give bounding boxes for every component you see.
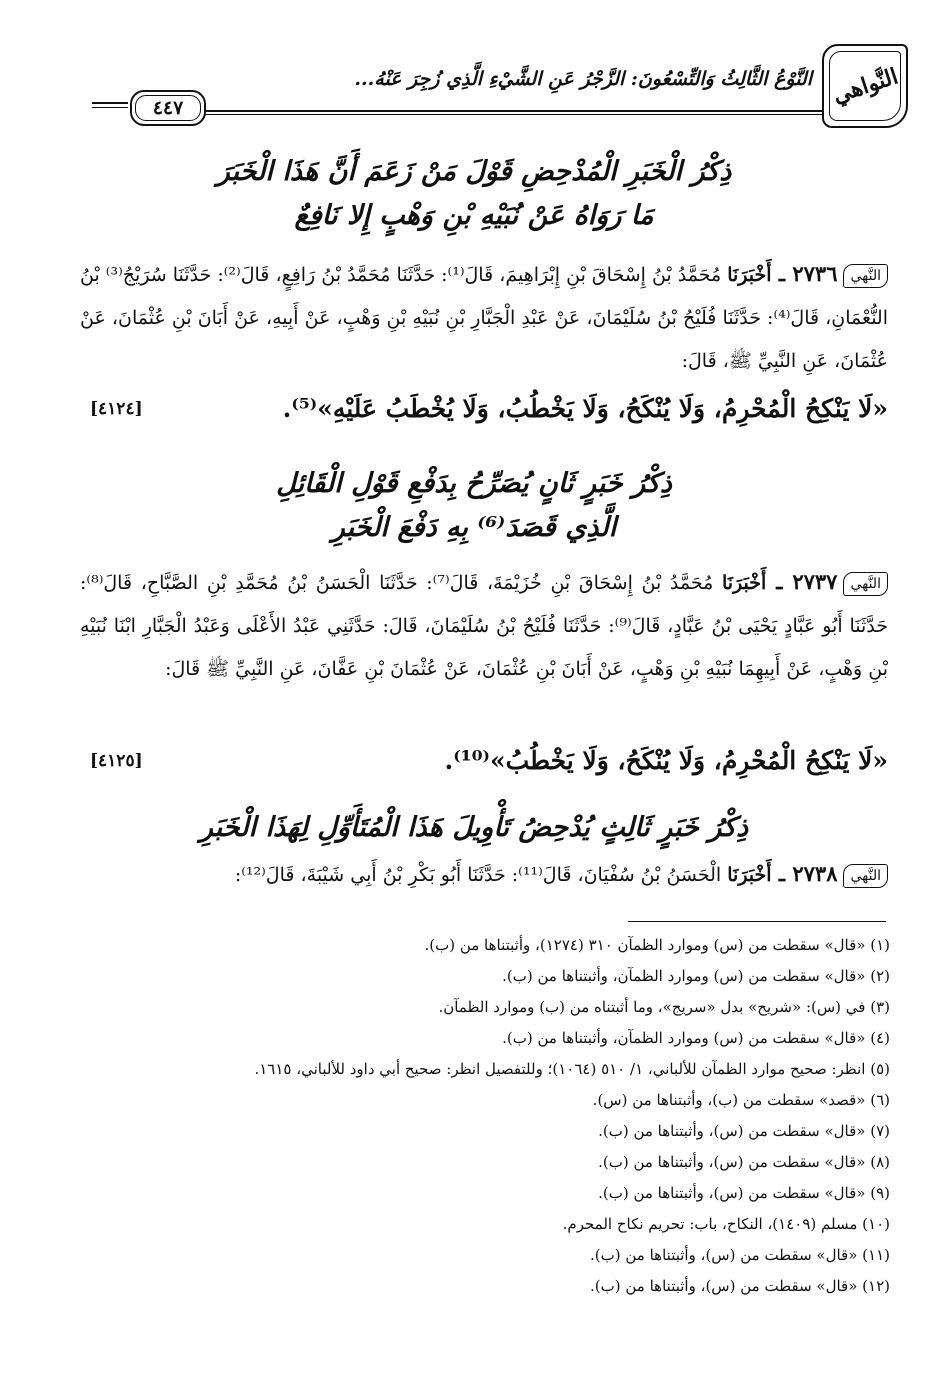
page-header: [92, 44, 908, 124]
isnad-line: نُبَيْهِ بْنِ وَهْبٍ، عَنْ أَبِيهِ، عَنْ أَبَانَ بْنِ عُثْمَانَ، عَنْ عُثْمَانَ، عَنِ النَّبِيِّ ﷺ، قَالَ:: [80, 307, 888, 372]
footnote: (٧) «قال» سقطت من (س)، وأثبتناها من (ب).: [598, 1122, 890, 1140]
header-rule: [200, 110, 822, 112]
isnad-line: مُحَمَّدُ بْنُ إِسْحَاقَ بْنِ إِبْرَاهِيمَ، قَالَ⁽¹⁾: حَدَّثَنَا مُحَمَّدُ بْنُ رَافِعٍ،: [275, 264, 722, 286]
hadith-ref: [٤١٢٥]: [90, 751, 143, 771]
isnad-line: عُثْمَانَ، عَنْ عُثْمَانَ بْنِ عَفَّانَ، عَنِ النَّبِيِّ ﷺ قَالَ:: [165, 658, 530, 680]
nahy-badge-icon: النَّهي: [843, 264, 888, 288]
footnote-separator: [628, 921, 886, 922]
header-rule: [92, 107, 128, 108]
akhbarana-word: أَخْبَرَنَا: [727, 864, 772, 886]
matn-text: «لَا يَنْكِحُ الْمُحْرِمُ، وَلَا يُنْكَحُ، وَلَا يَخْطُبُ»⁽¹⁰⁾.: [444, 746, 888, 775]
isnad-line: مُحَمَّدُ بْنُ إِسْحَاقَ بْنِ خُزَيْمَةَ، قَالَ⁽⁷⁾: حَدَّثَنَا الْحَسَنُ بْنُ مُحَمَّدِ بْنِ: [206, 572, 714, 594]
hadith-isnad: النَّهي٢٧٣٨ ـ أَخْبَرَنَا الْحَسَنُ بْنُ سُفْيَانَ، قَالَ⁽¹¹⁾: حَدَّثَنَا أَبُو بَكْرِ بْنُ أَبِي شَيْبَةَ، قَالَ⁽¹²⁾:: [80, 852, 888, 897]
footnote: (٣) في (س): «شريح» بدل «سريج»، وما أثبتناه من (ب) وموارد الظمآن.: [438, 998, 890, 1016]
running-title: النَّوْعُ الثَّالِثُ وَالتِّسْعُونَ: الزَّجْرُ عَنِ الشَّيْءِ الَّذِي زُجِرَ عَنْهُ...: [354, 68, 812, 90]
heading-line: الَّذِي قَصَدَ⁽⁶⁾ بِهِ دَفْعَ الْخَبَرِ: [331, 512, 617, 543]
isnad-line: قَالَ⁽²⁾: حَدَّثَنَا سُرَيْجُ⁽³⁾ بْنُ النُّعْمَانِ، قَالَ⁽⁴⁾: حَدَّثَنَا فُلَيْحُ بْنُ سُلَيْمَانَ، عَنْ عَبْدِ الْجَبَّارِ بْنِ: [80, 264, 888, 329]
footnote: (٢) «قال» سقطت من (س) وموارد الظمآن، وأثبتناها من (ب).: [502, 967, 890, 985]
hadith-number: ٢٧٣٧: [792, 569, 838, 594]
page-number-box: [130, 90, 206, 126]
akhbarana-word: أَخْبَرَنَا: [721, 572, 767, 594]
header-rule: [92, 102, 128, 104]
matn-text: «لَا يَنْكِحُ الْمُحْرِمُ، وَلَا يُنْكَحُ، وَلَا يَخْطُبُ، وَلَا يُخْطَبُ عَلَيْهِ»⁽⁵⁾.: [282, 394, 888, 423]
footnote: (٥) انظر: صحيح موارد الظمآن للألباني، ١/ ٥١٠ (١٠٦٤)؛ وللتفصيل انظر: صحيح أبي داود للألباني، ١٦١٥.: [254, 1060, 890, 1078]
section-heading: [70, 150, 878, 238]
hadith-isnad: النَّهي٢٧٣٧ ـ أَخْبَرَنَا مُحَمَّدُ بْنُ إِسْحَاقَ بْنِ خُزَيْمَةَ، قَالَ⁽⁷⁾: حَدَّثَنَا الْحَسَنُ بْنُ مُحَمَّدِ بْنِ الصَّبَّاحِ، قَالَ⁽⁸⁾: حَدَّثَنَا أَبُو عَبَّادٍ يَحْيَى بْنُ عَبَّادٍ، قَالَ⁽⁹⁾: حَدَّثَنَا فُلَيْحُ بْنُ سُلَيْمَانَ، قَالَ: حَدَّثَنِي عَبْدُ الأَعْلَى وَعَبْدُ الْجَبَّارِ ابْنَا نُبَيْهِ بْنِ وَهْبٍ، عَنْ أَبِيهِمَا نُبَيْهِ بْنِ وَهْبٍ، عَنْ أَبَانَ بْنِ عُثْمَانَ، عَنْ عُثْمَانَ بْنِ عَفَّانَ، عَنِ النَّبِيِّ ﷺ قَالَ:: [80, 569, 888, 680]
heading-line: ذِكْرُ خَبَرٍ ثَالِثٍ يُدْحِضُ تَأْوِيلَ هَذَا الْمُتَأَوِّلِ لِهَذَا الْخَبَرِ: [199, 812, 749, 843]
isnad-line: حَدَّثَنِي عَبْدُ الأَعْلَى وَعَبْدُ الْجَبَّارِ ابْنَا نُبَيْهِ بْنِ وَهْبٍ، عَنْ أَبِيهِمَا نُبَيْهِ بْنِ وَهْبٍ، عَنْ أَبَانَ بْنِ: [80, 615, 888, 680]
header-rule: [200, 114, 822, 115]
nahy-badge-icon: النَّهي: [843, 572, 888, 596]
isnad-line: الْحَسَنُ بْنُ سُفْيَانَ، قَالَ⁽¹¹⁾: حَدَّثَنَا أَبُو بَكْرِ بْنُ أَبِي شَيْبَةَ، قَالَ⁽¹²⁾:: [234, 864, 722, 886]
heading-line: ذِكْرُ الْخَبَرِ الْمُدْحِضِ قَوْلَ مَنْ زَعَمَ أَنَّ هَذَا الْخَبَرَ: [216, 156, 732, 187]
footnote: (٨) «قال» سقطت من (س)، وأثبتناها من (ب).: [598, 1153, 890, 1171]
hadith-isnad: النَّهي٢٧٣٦ ـ أَخْبَرَنَا مُحَمَّدُ بْنُ إِسْحَاقَ بْنِ إِبْرَاهِيمَ، قَالَ⁽¹⁾: حَدَّثَنَا مُحَمَّدُ بْنُ رَافِعٍ، قَالَ⁽²⁾: حَدَّثَنَا سُرَيْجُ⁽³⁾ بْنُ النُّعْمَانِ، قَالَ⁽⁴⁾: حَدَّثَنَا فُلَيْحُ بْنُ سُلَيْمَانَ، عَنْ عَبْدِ الْجَبَّارِ بْنِ نُبَيْهِ بْنِ وَهْبٍ، عَنْ أَبِيهِ، عَنْ أَبَانَ بْنِ عُثْمَانَ، عَنْ عُثْمَانَ، عَنِ النَّبِيِّ ﷺ، قَالَ:: [80, 261, 888, 372]
footnote: (٤) «قال» سقطت من (س) وموارد الظمآن، وأثبتناها من (ب).: [502, 1029, 890, 1047]
hadith-number: ٢٧٣٨: [792, 861, 838, 886]
isnad-line: الصَّبَّاحِ، قَالَ⁽⁸⁾: حَدَّثَنَا أَبُو عَبَّادٍ يَحْيَى بْنُ عَبَّادٍ، قَالَ⁽⁹⁾: حَدَّثَنَا فُلَيْحُ بْنُ سُلَيْمَانَ، قَالَ:: [80, 572, 888, 637]
footnote: (١٠) مسلم (١٤٠٩)، النكاح، باب: تحريم نكاح المحرم.: [562, 1215, 890, 1233]
section-heading: [70, 462, 878, 550]
footnote: (١) «قال» سقطت من (س) وموارد الظمآن ٣١٠ (١٢٧٤)، وأثبتناها من (ب).: [424, 936, 890, 954]
section-heading: [70, 806, 878, 850]
hadith-number: ٢٧٣٦: [792, 261, 838, 286]
heading-line: ذِكْرُ خَبَرٍ ثَانٍ يُصَرِّحُ بِدَفْعِ قَوْلِ الْقَائِلِ: [276, 468, 672, 499]
nahy-badge-icon: النَّهي: [843, 864, 888, 888]
footnote: (٩) «قال» سقطت من (س)، وأثبتناها من (ب).: [598, 1184, 890, 1202]
chapter-ornament-label: النَّواهي: [829, 63, 901, 109]
page-number: ٤٤٧: [152, 97, 184, 119]
heading-line: مَا رَوَاهُ عَنْ نُبَيْهِ بْنِ وَهْبٍ إِلا نَافِعٌ: [294, 200, 654, 231]
footnote: (١١) «قال» سقطت من (س)، وأثبتناها من (ب).: [590, 1246, 890, 1264]
footnote: (١٢) «قال» سقطت من (س)، وأثبتناها من (ب).: [590, 1277, 890, 1295]
akhbarana-word: أَخْبَرَنَا: [727, 264, 772, 286]
chapter-ornament: [822, 44, 908, 128]
hadith-ref: [٤١٢٤]: [90, 399, 143, 419]
footnotes: [90, 930, 890, 1302]
footnote: (٦) «قصد» سقطت من (ب)، وأثبتناها من (س).: [592, 1091, 890, 1109]
